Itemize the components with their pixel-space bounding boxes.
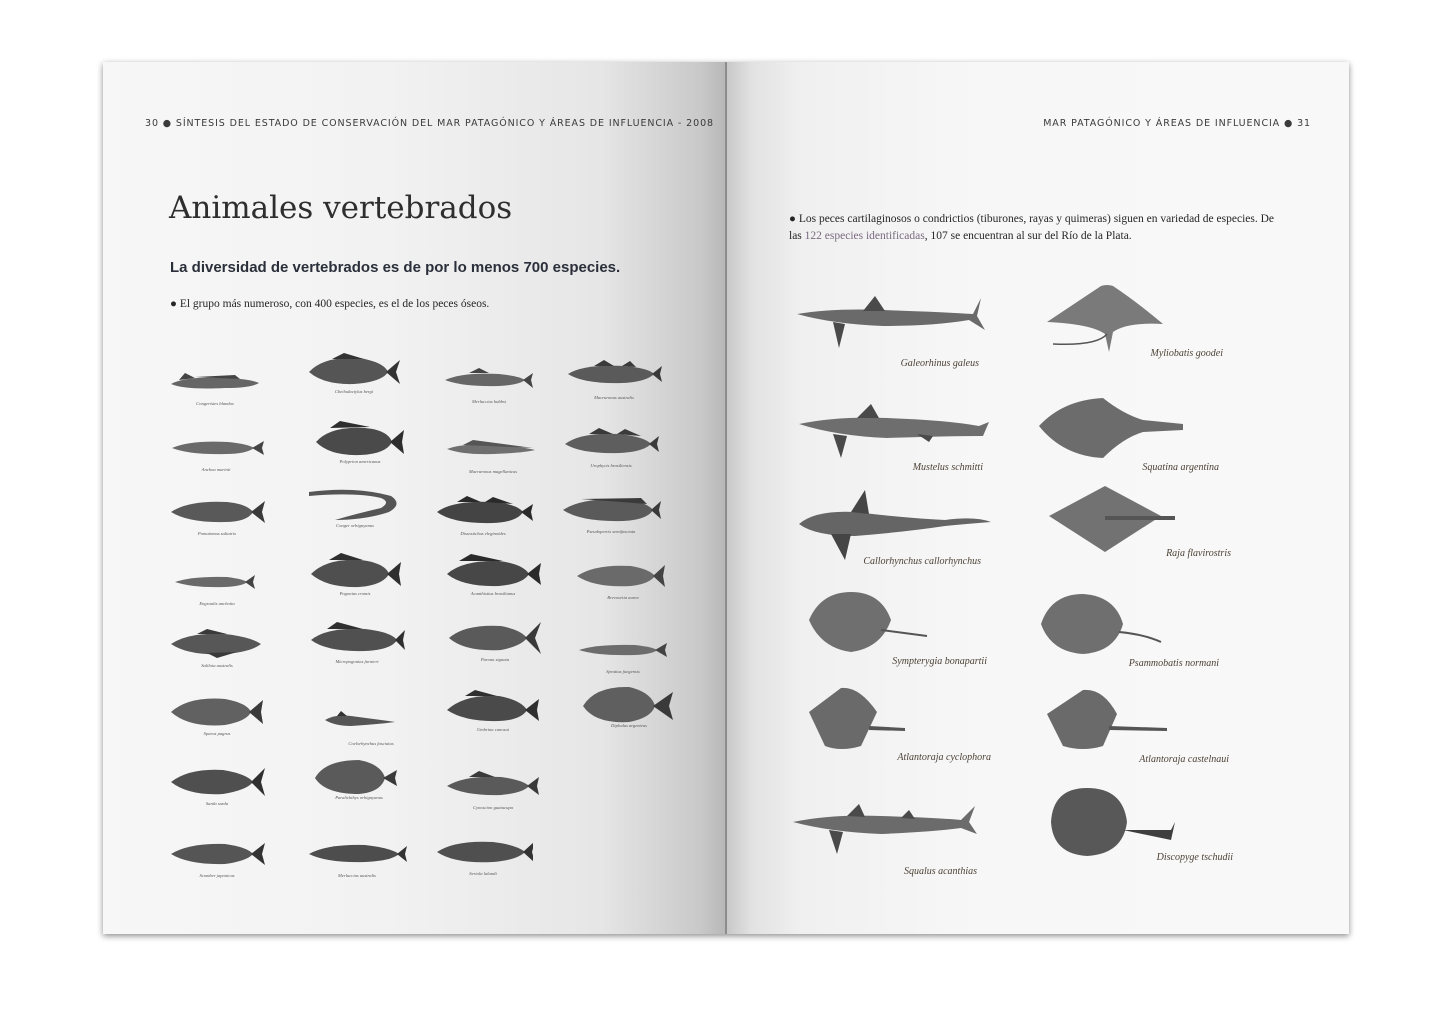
porgy-icon xyxy=(167,692,267,732)
fish-illustration xyxy=(309,756,409,816)
ray-illustration xyxy=(1033,396,1233,482)
paragraph-line: ● Los peces cartilaginosos o condrictios (tiburones, rayas y quimeras) siguen en variedad de especies. De xyxy=(789,213,1274,225)
fish-illustration xyxy=(433,832,533,892)
conger-eel-icon xyxy=(305,484,405,524)
hake-icon xyxy=(307,834,407,874)
fish-illustration xyxy=(307,620,407,680)
chimaera-icon xyxy=(795,490,995,560)
fish-illustration xyxy=(561,490,661,550)
eel-fish-icon xyxy=(165,362,265,402)
fish-illustration xyxy=(443,430,543,490)
fish-caption: Merluccius hubbsi xyxy=(471,399,507,404)
ray-illustration xyxy=(801,590,1001,676)
anchovy-icon xyxy=(166,428,266,468)
fish-caption: Conger orbignyanus xyxy=(336,523,374,528)
fish-caption: Diplodus argenteus xyxy=(611,723,647,728)
anchovy-icon xyxy=(167,562,267,602)
fish-icon xyxy=(439,360,539,400)
croaker-icon xyxy=(307,620,407,660)
shark-icon xyxy=(791,800,991,870)
fish-illustration xyxy=(304,350,404,410)
fish-caption: Coelorhynchus fasciatus xyxy=(348,741,394,746)
fish-icon xyxy=(564,356,664,396)
fish-illustration xyxy=(165,362,265,422)
fish-caption: Parona signata xyxy=(480,657,510,662)
species-count-link[interactable]: 122 especies identificadas xyxy=(804,230,925,242)
bluefish-icon xyxy=(167,492,267,532)
fish-illustration xyxy=(167,624,267,684)
page-subtitle: La diversidad de vertebrados es de por lo menos 700 especies. xyxy=(170,259,621,276)
fish-caption: Pogonias cromis xyxy=(339,591,371,596)
species-caption: Squatina argentina xyxy=(1142,462,1219,473)
fish-caption: Sarda sarda xyxy=(205,801,229,806)
left-page xyxy=(103,62,725,934)
menhaden-icon xyxy=(573,556,673,596)
running-head-right: MAR PATAGÓNICO Y ÁREAS DE INFLUENCIA ● 31 xyxy=(1043,118,1311,129)
fish-illustration xyxy=(305,552,405,612)
shark-illustration xyxy=(797,396,997,482)
sprat-icon xyxy=(573,630,673,670)
fish-caption: Urophycis brasiliensis xyxy=(590,463,632,468)
fish-illustration xyxy=(167,692,267,752)
seabream-icon xyxy=(579,684,679,724)
fish-caption: Acanthistius brasilianus xyxy=(470,591,516,596)
fish-illustration xyxy=(167,492,267,552)
ray-illustration xyxy=(805,686,1005,772)
fish-caption: Seriola lalandi xyxy=(469,871,497,876)
hake-icon xyxy=(443,430,543,470)
skate-icon xyxy=(801,590,1001,660)
fish-caption: Salilota australis xyxy=(201,663,233,668)
fish-illustration xyxy=(167,562,267,622)
fish-illustration xyxy=(445,618,545,678)
fish-illustration xyxy=(561,424,661,484)
ray-illustration xyxy=(1043,688,1243,774)
species-caption: Atlantoraja castelnaui xyxy=(1139,754,1229,765)
cartilaginous-paragraph xyxy=(789,211,1309,245)
jack-fish-icon xyxy=(445,618,545,658)
species-caption: Callorhynchus callorhynchus xyxy=(863,556,981,567)
eagle-ray-icon xyxy=(1037,282,1237,352)
running-head-left: 30 ● SÍNTESIS DEL ESTADO DE CONSERVACIÓN DEL MAR PATAGÓNICO Y ÁREAS DE INFLUENCIA - 2008 xyxy=(145,118,714,129)
fish-illustration xyxy=(166,428,266,488)
species-caption: Raja flavirostris xyxy=(1166,548,1231,559)
fish-caption: Merluccius australis xyxy=(338,873,376,878)
fish-illustration xyxy=(443,688,543,748)
fish-illustration xyxy=(321,702,421,762)
fish-illustration xyxy=(433,492,533,552)
weakfish-icon xyxy=(443,766,543,806)
species-caption: Discopyge tschudii xyxy=(1156,852,1233,863)
skate-icon xyxy=(1043,688,1243,758)
fish-caption: Sprattus fuegensis xyxy=(606,669,640,674)
fish-caption: Micropogonias furnieri xyxy=(335,659,379,664)
chimaera-illustration xyxy=(795,490,995,576)
fish-icon xyxy=(561,424,661,464)
grouper-icon xyxy=(310,420,410,460)
drum-fish-icon xyxy=(305,552,405,592)
fish-caption: Pomatomus saltatrix xyxy=(197,531,237,536)
shark-icon xyxy=(797,396,997,466)
species-caption: Psammobatis normani xyxy=(1128,658,1219,669)
grenadier-icon xyxy=(321,702,421,742)
fish-caption: Anchoa marinii xyxy=(201,467,231,472)
fish-caption: Brevoortia aurea xyxy=(607,595,639,600)
page-title: Animales vertebrados xyxy=(169,190,513,226)
fish-illustration xyxy=(579,684,679,744)
shark-icon xyxy=(793,292,993,362)
fish-caption: Dissostichus eleginoides xyxy=(460,531,506,536)
ray-illustration xyxy=(1045,482,1245,568)
angel-shark-icon xyxy=(1033,396,1233,466)
cod-icon xyxy=(167,624,267,664)
fish-caption: Umbrina canosai xyxy=(476,727,510,732)
mackerel-icon xyxy=(167,834,267,874)
fish-caption: Sparus pagrus xyxy=(203,731,231,736)
fish-illustration xyxy=(307,834,407,894)
fish-illustration xyxy=(573,556,673,616)
fish-illustration xyxy=(564,356,664,416)
fish-illustration xyxy=(443,766,543,826)
ray-illustration xyxy=(1047,786,1247,872)
bony-fish-paragraph: ● El grupo más numeroso, con 400 especies, es el de los peces óseos. xyxy=(170,298,490,310)
paragraph-line xyxy=(789,228,1309,245)
fish-caption: Congerístes blandos xyxy=(196,401,234,406)
fish-caption: Macruronus magellanicus xyxy=(468,469,518,474)
fish-illustration xyxy=(310,420,410,480)
amberjack-icon xyxy=(433,832,533,872)
magazine-spread xyxy=(103,62,1349,934)
fish-caption: Pseudopercis semifasciata xyxy=(586,529,636,534)
fish-caption: Paralichthys orbignyanus xyxy=(335,795,383,800)
seabass-icon xyxy=(443,552,543,592)
fish-illustration xyxy=(305,484,405,544)
fish-illustration xyxy=(573,630,673,690)
species-caption: Mustelus schmitti xyxy=(912,462,983,473)
fish-illustration xyxy=(443,552,543,612)
fish-caption: Scomber japonicus xyxy=(199,873,235,878)
skate-icon xyxy=(1045,482,1245,552)
paragraph-text: las xyxy=(789,230,805,242)
species-caption: Squalus acanthias xyxy=(903,866,977,877)
fish-caption: Cynoscion guatucupa xyxy=(473,805,513,810)
skate-icon xyxy=(805,686,1005,756)
ray-illustration xyxy=(1037,282,1237,368)
species-caption: Galeorhinus galeus xyxy=(900,358,979,369)
toothfish-icon xyxy=(433,492,533,532)
fish-illustration xyxy=(167,834,267,894)
fish-illustration xyxy=(439,360,539,420)
ray-illustration xyxy=(1033,592,1233,678)
croaker-icon xyxy=(443,688,543,728)
fish-caption: Engraulis anchoita xyxy=(199,601,235,606)
fish-caption: Cheilodactylus bergi xyxy=(334,389,374,394)
shark-illustration xyxy=(793,292,993,378)
fish-icon xyxy=(304,350,404,390)
species-caption: Sympterygia bonapartii xyxy=(892,656,987,667)
flounder-icon xyxy=(309,756,409,796)
electric-ray-icon xyxy=(1047,786,1247,856)
species-caption: Atlantoraja cyclophora xyxy=(897,752,991,763)
fish-illustration xyxy=(167,762,267,822)
fish-caption: Macruronus australis xyxy=(594,395,634,400)
species-caption: Myliobatis goodei xyxy=(1150,348,1223,359)
fish-caption: Polyprion americanus xyxy=(339,459,381,464)
bonito-icon xyxy=(167,762,267,802)
paragraph-text: , 107 se encuentran al sur del Río de la Plata. xyxy=(924,230,1132,242)
skate-icon xyxy=(1033,592,1233,662)
sandperch-icon xyxy=(561,490,661,530)
shark-illustration xyxy=(791,800,991,886)
right-page xyxy=(727,62,1349,934)
